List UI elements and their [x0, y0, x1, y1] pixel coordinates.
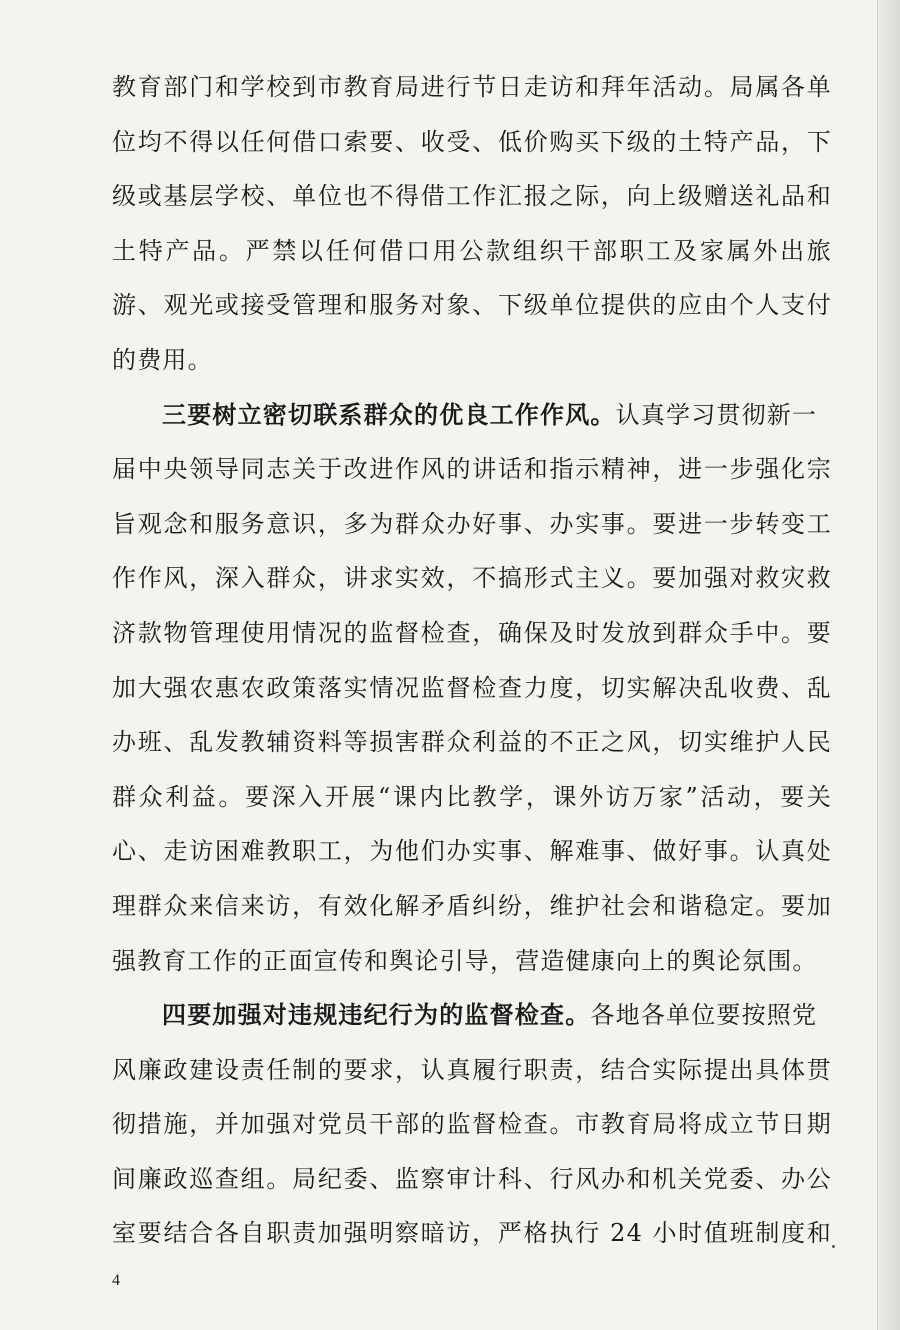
text-line: 间廉政巡查组。局纪委、监察审计科、行风办和机关党委、办公	[112, 1164, 832, 1193]
page-number: 4	[112, 1272, 120, 1289]
text-line: 办班、乱发教辅资料等损害群众利益的不正之风，切实维护人民	[112, 728, 832, 757]
text-line: 旨观念和服务意识，多为群众办好事、办实事。要进一步转变工	[112, 509, 832, 538]
text-line: 彻措施，并加强对党员干部的监督检查。市教育局将成立节日期	[112, 1110, 832, 1139]
text-line: 强教育工作的正面宣传和舆论引导，营造健康向上的舆论氛围。	[112, 946, 818, 975]
page-edge-shadow	[877, 0, 900, 1330]
body-text	[112, 60, 832, 1261]
section-3-first-line	[112, 388, 832, 443]
text-line: 风廉政建设责任制的要求，认真履行职责，结合实际提出具体贯	[112, 1055, 832, 1084]
section-4-lead: 各地各单位要按照党	[590, 1001, 818, 1030]
text-line: 理群众来信来访，有效化解矛盾纠纷，维护社会和谐稳定。要加	[112, 891, 832, 920]
scan-speck	[832, 1245, 835, 1248]
text-line: 的费用。	[112, 345, 213, 374]
text-line: 作作风，深入群众，讲求实效，不搞形式主义。要加强对救灾救	[112, 564, 832, 593]
text-line: 级或基层学校、单位也不得借工作汇报之际，向上级赠送礼品和	[112, 182, 832, 211]
text-line: 位均不得以任何借口索要、收受、低价购买下级的土特产品，下	[112, 127, 832, 156]
text-line: 教育部门和学校到市教育局进行节日走访和拜年活动。局属各单	[112, 73, 832, 101]
section-3-lead: 认真学习贯彻新一	[615, 400, 818, 429]
text-line: 届中央领导同志关于改进作风的讲话和指示精神，进一步强化宗	[112, 455, 832, 484]
section-3-heading: 三要树立密切联系群众的优良工作作风。	[162, 399, 616, 429]
text-line: 土特产品。严禁以任何借口用公款组织干部职工及家属外出旅	[112, 236, 832, 265]
text-line: 济款物管理使用情况的监督检查，确保及时发放到群众手中。要	[112, 618, 832, 647]
text-line: 心、走访困难教职工，为他们办实事、解难事、做好事。认真处	[112, 837, 832, 866]
text-line: 游、观光或接受管理和服务对象、下级单位提供的应由个人支付	[112, 291, 832, 320]
section-4-heading: 四要加强对违规违纪行为的监督检查。	[162, 1000, 591, 1030]
text-line: 群众利益。要深入开展“课内比教学，课外访万家”活动，要关	[112, 782, 832, 811]
text-line: 加大强农惠农政策落实情况监督检查力度，切实解决乱收费、乱	[112, 673, 832, 702]
section-4-first-line	[112, 988, 832, 1043]
text-line: 室要结合各自职责加强明察暗访，严格执行 24 小时值班制度和	[112, 1219, 832, 1248]
